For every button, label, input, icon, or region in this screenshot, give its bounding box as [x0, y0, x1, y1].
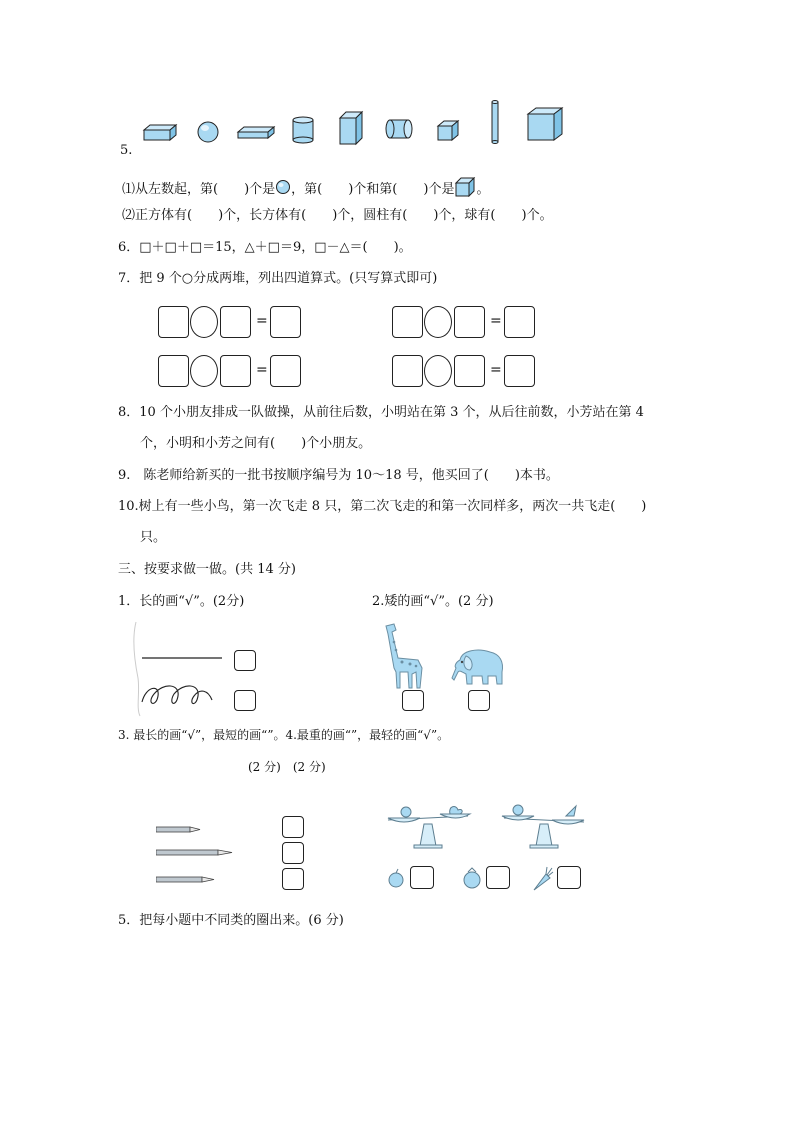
answer-circle[interactable]	[424, 355, 452, 387]
carrot-icon	[530, 864, 554, 896]
answer-box[interactable]	[454, 355, 485, 387]
answer-box[interactable]	[504, 355, 535, 387]
answer-box[interactable]	[504, 306, 535, 338]
s3-q3-q4: 3. 最长的画“√”，最短的画“”。4.最重的画“”，最轻的画“√”。	[118, 728, 450, 742]
q7: 7．把 9 个○分成两堆，列出四道算式。(只写算式即可)	[118, 271, 438, 286]
answer-box[interactable]	[282, 816, 304, 838]
answer-box[interactable]	[270, 306, 301, 338]
answer-box[interactable]	[234, 650, 256, 671]
q5-part1-a: ⑴从左数起，第( )个是	[122, 182, 276, 197]
answer-box[interactable]	[410, 866, 434, 889]
q5-label: 5.	[120, 143, 133, 158]
s3-q1: 1．长的画“√”。(2分)	[118, 594, 245, 609]
answer-circle[interactable]	[190, 355, 218, 387]
q9: 9. 陈老师给新买的一批书按顺序编号为 10～18 号，他买回了( )本书。	[118, 468, 559, 483]
q5-part2: ⑵正方体有( )个，长方体有( )个，圆柱有( )个，球有( )个。	[122, 208, 553, 223]
equals-sign: =	[256, 313, 268, 329]
answer-circle[interactable]	[424, 306, 452, 338]
sphere-icon	[275, 179, 291, 200]
answer-box[interactable]	[220, 306, 251, 338]
answer-box[interactable]	[557, 866, 581, 889]
answer-box[interactable]	[270, 355, 301, 387]
answer-box[interactable]	[392, 355, 423, 387]
equals-sign: =	[490, 313, 502, 329]
answer-box[interactable]	[220, 355, 251, 387]
equals-sign: =	[490, 362, 502, 378]
answer-box[interactable]	[392, 306, 423, 338]
s3-q5: 5．把每小题中不同类的圈出来。(6 分)	[118, 913, 344, 928]
balance-scale-1	[384, 800, 474, 854]
q10-line-2: 只。	[140, 530, 167, 545]
answer-box[interactable]	[282, 842, 304, 864]
q7-equation-4	[392, 355, 542, 389]
q7-equation-3	[158, 355, 308, 389]
answer-box[interactable]	[486, 866, 510, 889]
q8-line-2: 个，小明和小芳之间有( )个小朋友。	[140, 436, 372, 451]
shape-row	[140, 98, 570, 146]
balance-scale-2	[500, 800, 590, 854]
pencils-figure	[156, 820, 246, 894]
giraffe-icon	[380, 622, 428, 696]
q8-line-1: 8．10 个小朋友排成一队做操，从前往后数，小明站在第 3 个，从后往前数，小芳站在第 4	[118, 405, 644, 420]
answer-box[interactable]	[468, 690, 490, 711]
answer-box[interactable]	[454, 306, 485, 338]
s3-q3-q4-points: (2 分) (2 分)	[248, 760, 326, 774]
q5-part1-b: ，第( )个和第( )个是	[291, 182, 455, 197]
q10-line-1: 10.树上有一些小鸟，第一次飞走 8 只，第二次飞走的和第一次同样多，两次一共飞走( )	[118, 499, 647, 514]
q7-equation-1	[158, 306, 308, 340]
q6: 6．□＋□＋□＝15，△＋□＝9，□－△＝( )。	[118, 240, 412, 255]
cube-icon	[454, 177, 476, 202]
s3-q2: 2.矮的画“√”。(2 分)	[372, 594, 494, 609]
q7-equation-2	[392, 306, 542, 340]
elephant-icon	[448, 646, 510, 694]
equals-sign: =	[256, 362, 268, 378]
q5-part1	[122, 177, 489, 202]
answer-box[interactable]	[402, 690, 424, 711]
answer-box[interactable]	[158, 306, 189, 338]
q5-part1-c: 。	[476, 182, 490, 197]
fruit-icon	[460, 866, 486, 896]
answer-box[interactable]	[158, 355, 189, 387]
answer-box[interactable]	[282, 868, 304, 890]
apple-icon	[386, 868, 406, 894]
section-3-heading: 三、按要求做一做。(共 14 分)	[118, 562, 296, 577]
answer-box[interactable]	[234, 690, 256, 711]
answer-circle[interactable]	[190, 306, 218, 338]
